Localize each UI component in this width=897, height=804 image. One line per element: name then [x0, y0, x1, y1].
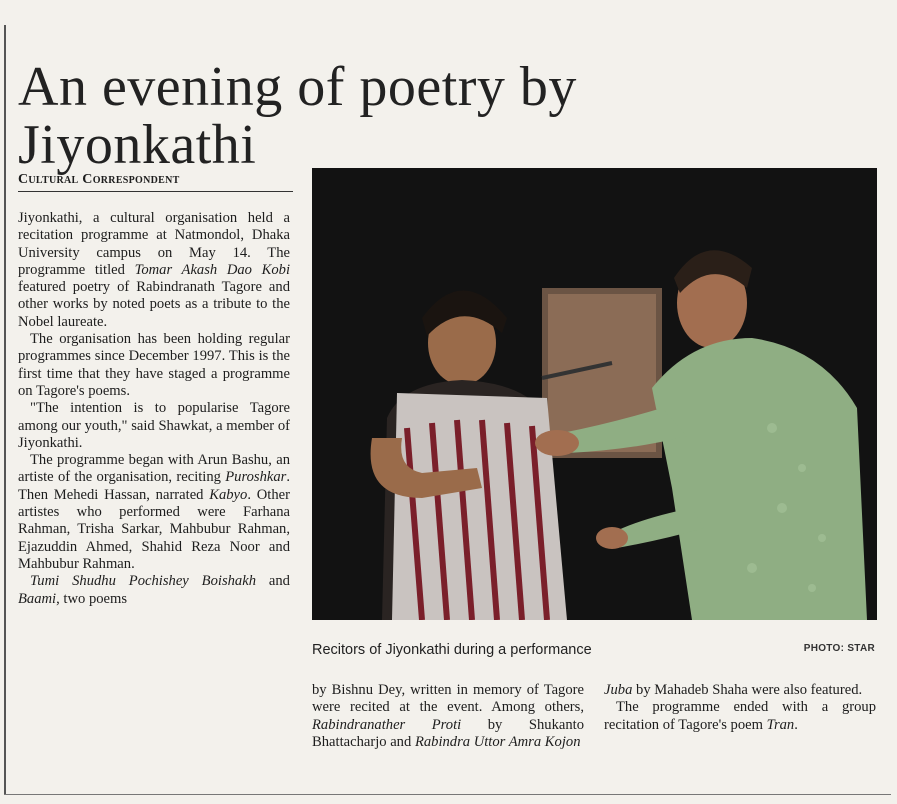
paragraph-4: [18, 452, 290, 573]
text-run: by Shukanto Bhattacharjo and: [312, 716, 584, 750]
title-italic: Rabindra Uttor Amra Kojon: [414, 733, 581, 750]
paragraph-5: [18, 573, 290, 608]
text-run: . Other artistes who performed were Farhana Rahman, Trisha Sarkar, Mahbubur Rahman, Ejazuddin Ahmed, Shahid Reza Noor and Mahbubur Rahman.: [18, 486, 290, 572]
title-italic: Baami: [18, 590, 57, 607]
headline-line-1: An evening of poetry by: [18, 55, 577, 118]
text-run: featured poetry of Rabindranath Tagore and other works by noted poets as a tribute to the Nobel laureate.: [18, 279, 290, 330]
headline-line-2: Jiyonkathi: [18, 113, 257, 176]
title-italic: Juba: [604, 682, 633, 698]
paragraph-1: [18, 210, 290, 331]
paragraph-col3-2: [604, 699, 876, 734]
article-column-3: [604, 682, 876, 734]
paragraph-col3-1: [604, 682, 876, 699]
text-run: by Mahadeb Shaha were also featured.: [632, 682, 863, 698]
photo-illustration: [312, 168, 877, 620]
title-italic: Rabindranather Proti: [312, 716, 462, 733]
title-italic: Tomar Akash Dao Kobi: [134, 261, 291, 278]
title-italic: Puroshkar: [225, 469, 287, 486]
text-run: , two poems: [56, 590, 128, 607]
column-rule: [4, 25, 6, 795]
text-run: The programme ended with a group recitation of Tagore's poem: [604, 699, 876, 733]
text-run: The programme began with Arun Bashu, an artiste of the organisation, reciting: [18, 452, 290, 486]
paragraph-3: "The intention is to popularise Tagore among our youth," said Shawkat, a member of Jiyonkathi.: [18, 400, 290, 451]
text-run: .: [794, 716, 798, 733]
byline: Cultural Correspondent: [18, 172, 293, 192]
text-run: . Then Mehedi Hassan, narrated: [18, 469, 290, 503]
text-run: and: [256, 573, 290, 590]
performance-photo: [312, 168, 877, 620]
article-column-1: [18, 210, 290, 608]
article-column-2: [312, 682, 584, 751]
title-italic: Kabyo: [209, 486, 248, 503]
text-run: by Bishnu Dey, written in memory of Tagore were recited at the event. Among others,: [312, 682, 584, 716]
headline: [18, 55, 778, 176]
title-italic: Tran: [766, 716, 795, 733]
photo-caption: Recitors of Jiyonkathi during a performance: [312, 642, 592, 658]
paragraph-col2: [312, 682, 584, 751]
bottom-rule: [4, 794, 891, 795]
title-italic: Tumi Shudhu Pochishey Boishakh: [30, 573, 256, 590]
paragraph-2: The organisation has been holding regular programmes since December 1997. This is the first time that they have staged a programme on Tagore's poems.: [18, 331, 290, 399]
photo-credit: PHOTO: STAR: [803, 643, 875, 654]
text-run: Jiyonkathi, a cultural organisation held a recitation programme at Natmondol, Dhaka University campus on May 14. The programme titled: [18, 210, 290, 278]
